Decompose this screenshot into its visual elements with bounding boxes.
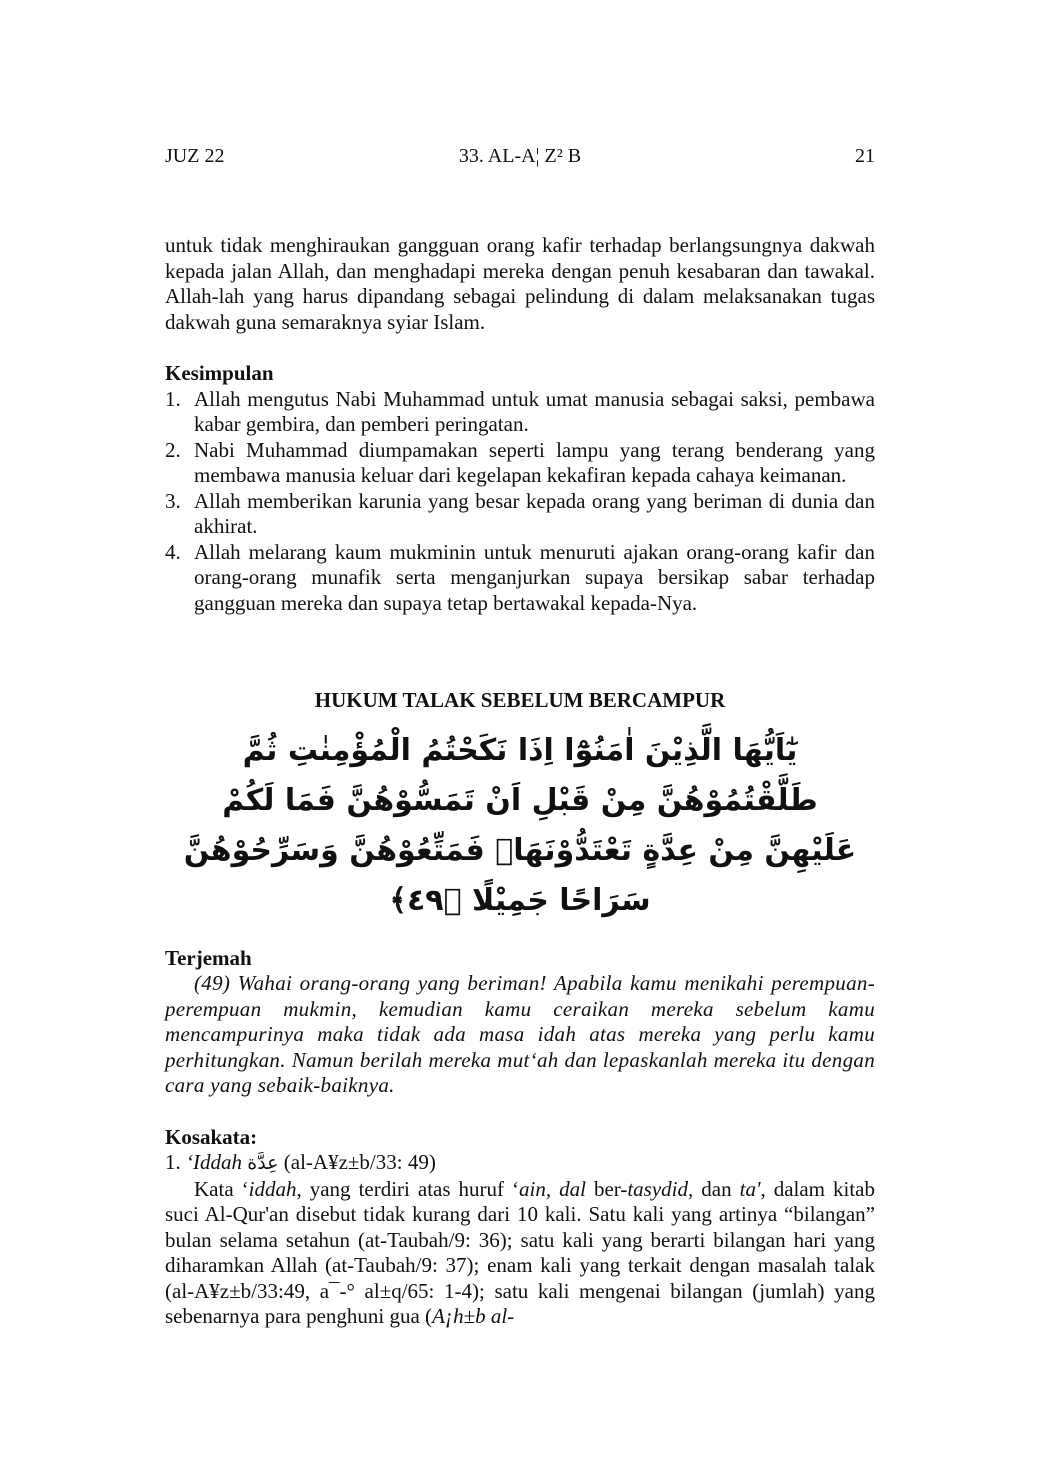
arabic-verse-line-1: يٰٓاَيُّهَا الَّذِيْنَ اٰمَنُوْٓا اِذَا نَكَحْتُمُ الْمُؤْمِنٰتِ ثُمَّ طَلَّقْتُمُوْهُنَّ مِنْ قَبْلِ اَنْ تَمَسُّوْهُنَّ فَمَا لَكُمْ — [222, 732, 818, 818]
arabic-verse-line-2: عَلَيْهِنَّ مِنْ عِدَّةٍ تَعْتَدُّوْنَهَاۚ فَمَتِّعُوْهُنَّ وَسَرِّحُوْهُنَّ سَرَاحًا جَمِيْلًا ﴿٤٩﴾ — [183, 832, 857, 918]
body-italic: iddah — [248, 1176, 297, 1201]
list-item-number: 4. — [165, 539, 181, 564]
body-text: , dalam kitab suci Al-Qur'an disebut tidak kurang dari 10 kali. Satu kali yang artinya “bilangan” bulan selama setahun (at-Taubah/9: 36); satu kali yang berarti bilangan hari yang diharamkan Allah (at-Taubah/9: 37); enam kali yang terkait dengan masalah talak (al-A¥z±b/33:49, a¯-° al±q/65: 1-4); satu kali mengenai bilangan (jumlah) yang sebenarnya para penghuni gua ( — [165, 1176, 875, 1328]
kosakata-body — [165, 1177, 875, 1330]
list-item-text: Nabi Muhammad diumpamakan seperti lampu yang terang benderang yang membawa manusia keluar dari kegelapan kekafiran kepada cahaya keimanan. — [194, 437, 875, 487]
body-italic: ta' — [739, 1176, 761, 1201]
body-italic: A¡h±b al- — [432, 1304, 515, 1328]
list-item — [165, 438, 875, 489]
body-italic: tasydid — [627, 1176, 689, 1201]
terjemah-text — [165, 971, 875, 1099]
terjemah-body: (49) Wahai orang-orang yang beriman! Apabila kamu menikahi perempuan-perempuan mukmin, kemudian kamu ceraikan mereka sebelum kamu mencampurinya maka tidak ada masa idah atas mereka yang perlu kamu perhitungkan. Namun berilah mereka mut‘ah dan lepaskanlah mereka itu dengan cara yang sebaik-baiknya. — [165, 971, 875, 1097]
kosakata-arabic: عِدَّة — [247, 1152, 279, 1174]
list-item-number: 1. — [165, 386, 181, 411]
kesimpulan-heading: Kesimpulan — [165, 361, 274, 385]
kosakata-reference: (al-A¥z±b/33: 49) — [283, 1150, 436, 1174]
list-item — [165, 489, 875, 540]
section-title: HUKUM TALAK SEBELUM BERCAMPUR — [314, 688, 726, 712]
surah-title: 33. AL-A¦ Z² B — [458, 145, 582, 167]
kosakata-item-number: 1. — [165, 1150, 181, 1174]
list-item-text: Allah memberikan karunia yang besar kepada orang yang beriman di dunia dan akhirat. — [194, 488, 875, 538]
intro-paragraph: untuk tidak menghiraukan gangguan orang kafir terhadap berlangsungnya dakwah kepada jalan Allah, dan menghadapi mereka dengan penuh kesabaran dan tawakal. Allah-lah yang harus dipandang sebagai pelindung di dalam melaksanakan tugas dakwah guna semaraknya syiar Islam. — [165, 233, 875, 334]
body-text: Kata ‘ — [194, 1176, 249, 1201]
list-item-number: 2. — [165, 437, 181, 462]
list-item — [165, 387, 875, 438]
body-text: , yang terdiri atas huruf ‘ — [296, 1176, 520, 1201]
page-number: 21 — [855, 145, 875, 167]
juz-label: JUZ 22 — [165, 145, 225, 167]
list-item-text: Allah mengutus Nabi Muhammad untuk umat manusia sebagai saksi, pembawa kabar gembira, dan pemberi peringatan. — [194, 386, 875, 436]
body-text: , dan — [688, 1176, 740, 1201]
kosakata-term: ‘Iddah — [186, 1150, 242, 1174]
kesimpulan-list — [165, 387, 875, 617]
body-text: ber- — [585, 1176, 628, 1201]
list-item-number: 3. — [165, 488, 181, 513]
kosakata-heading: Kosakata: — [165, 1124, 258, 1149]
list-item-text: Allah melarang kaum mukminin untuk menuruti ajakan orang-orang kafir dan orang-orang munafik serta menganjurkan supaya bersikap sabar terhadap gangguan mereka dan supaya tetap bertawakal kepada-Nya. — [194, 539, 875, 615]
page-header — [165, 145, 875, 173]
page-body — [165, 233, 875, 1330]
terjemah-heading: Terjemah — [165, 945, 252, 970]
body-italic: ain, dal — [519, 1176, 586, 1201]
kosakata-item — [165, 1150, 875, 1177]
list-item — [165, 540, 875, 617]
